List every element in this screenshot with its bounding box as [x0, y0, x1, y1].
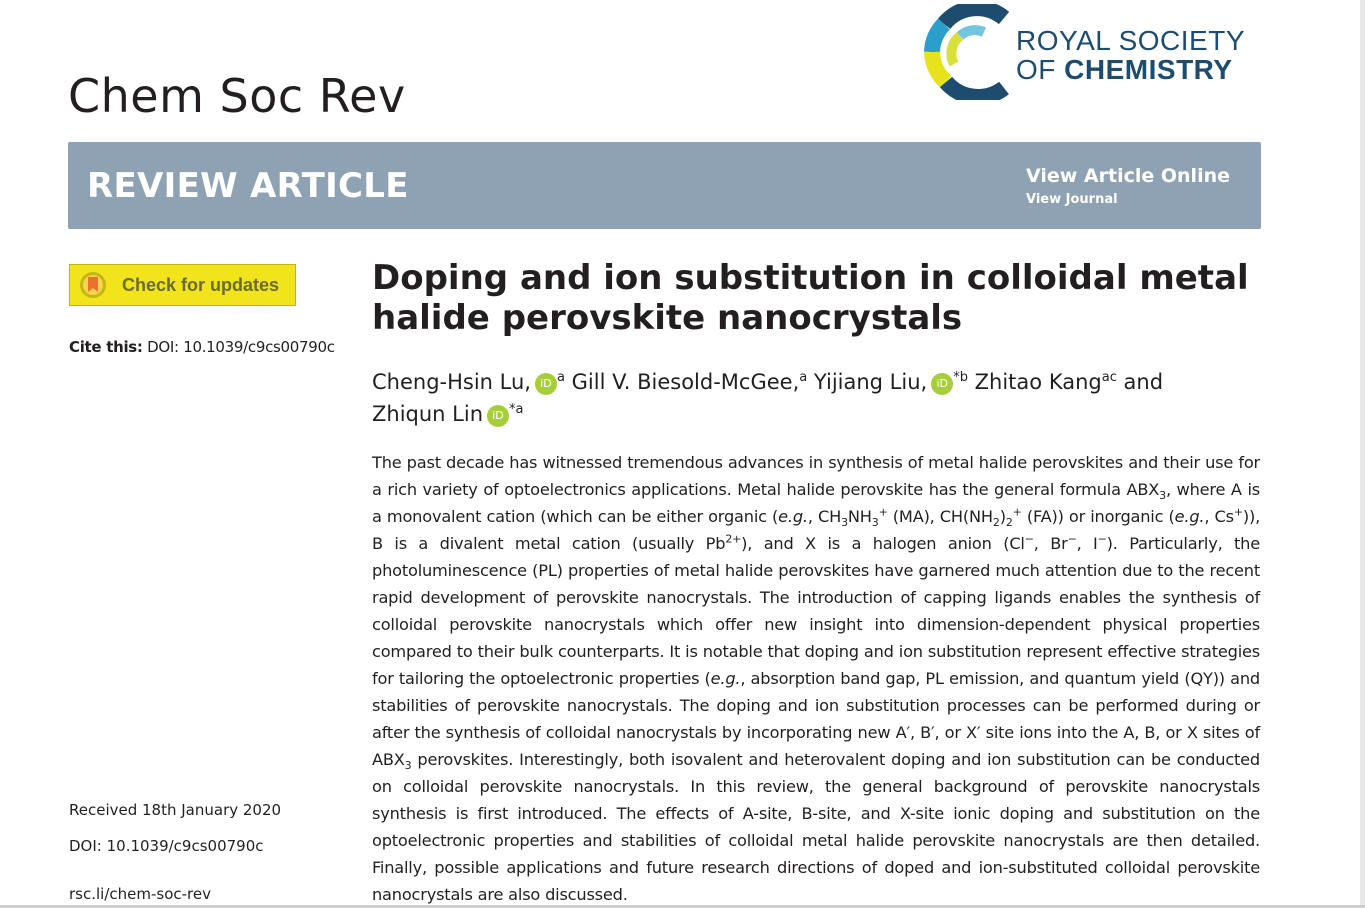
- orcid-icon[interactable]: iD: [487, 405, 509, 427]
- author-name[interactable]: Gill V. Biesold-McGee,: [571, 370, 800, 394]
- rsc-logo-of: OF: [1016, 54, 1065, 85]
- author-conjunction: and: [1123, 370, 1164, 394]
- article-type-label: REVIEW ARTICLE: [87, 166, 409, 206]
- author-affiliation: a: [799, 370, 808, 385]
- bookmark-icon: [78, 270, 108, 300]
- view-article-online-link[interactable]: View Article Online: [1026, 165, 1230, 187]
- cite-label: Cite this:: [69, 338, 143, 356]
- author-name[interactable]: Zhitao Kang: [974, 370, 1102, 394]
- author-name[interactable]: Yijiang Liu,: [813, 370, 928, 394]
- check-for-updates-button[interactable]: [69, 264, 296, 306]
- article-title: Doping and ion substitution in colloidal metal halide perovskite nanocrystals: [372, 258, 1249, 338]
- rsc-logo-text: [1016, 26, 1245, 84]
- article-type-banner: [68, 142, 1261, 229]
- author-name[interactable]: Cheng-Hsin Lu,: [372, 370, 531, 394]
- author-affiliation: ac: [1101, 370, 1117, 385]
- author-affiliation: *b: [953, 370, 968, 385]
- rsc-logo: [924, 4, 1264, 100]
- orcid-icon[interactable]: iD: [535, 373, 557, 395]
- view-journal-link[interactable]: View Journal: [1026, 192, 1118, 207]
- journal-title: Chem Soc Rev: [68, 69, 406, 123]
- cite-this: [69, 337, 335, 357]
- rsc-logo-line2: [1016, 55, 1245, 84]
- rsc-logo-line1: ROYAL SOCIETY: [1016, 25, 1245, 56]
- orcid-icon[interactable]: iD: [931, 373, 953, 395]
- doi: DOI: 10.1039/c9cs00790c: [69, 837, 264, 855]
- author-affiliation: a: [556, 370, 565, 385]
- scrollbar[interactable]: [1360, 0, 1365, 908]
- cite-value: DOI: 10.1039/c9cs00790c: [142, 338, 335, 356]
- received-date: Received 18th January 2020: [69, 801, 282, 819]
- author-name[interactable]: Zhiqun Lin: [372, 402, 483, 426]
- abstract: The past decade has witnessed tremendous advances in synthesis of metal halide perovskites and their use for a rich variety of optoelectronics applications. Metal halide perovskite has the general formula $ABX_3$, where A is a monovalent cation (which can be either organic (e.g., $CH_3NH_3^+$ (MA), $CH(NH_2)_2^+$ (FA)) or inorganic (e.g., Cs+)), B is a divalent metal cation (usually $Pb^{2+}$), and X is a halogen anion (Cl−, Br−, I−). Particularly, the photoluminescence (PL) properties of metal halide perovskites have garnered much attention due to the recent rapid development of perovskite nanocrystals. The introduction of capping ligands enables the synthesis of colloidal perovskite nanocrystals which offer new insight into dimension-dependent physical properties compared to their bulk counterparts. It is notable that doping and ion substitution represent effective strategies for tailoring the optoelectronic properties (e.g., absorption band gap, PL emission, and quantum yield (QY)) and stabilities of perovskite nanocrystals. The doping and ion substitution processes can be performed during or after the synthesis of colloidal nanocrystals by incorporating new A′, B′, or X′ site ions into the A, B, or X sites of $ABX_3$ perovskites. Interestingly, both isovalent and heterovalent doping and ion substitution can be conducted on colloidal perovskite nanocrystals. In this review, the general background of perovskite nanocrystals synthesis is first introduced. The effects of A-site, B-site, and X-site ionic doping and substitution on the optoelectronic properties and stabilities of colloidal metal halide perovskite nanocrystals are then detailed. Finally, possible applications and future research directions of doped and ion-substituted colloidal perovskite nanocrystals are also discussed.: [372, 453, 1261, 904]
- author-list: [372, 364, 1252, 428]
- author-affiliation: *a: [509, 402, 524, 417]
- check-for-updates-label: Check for updates: [122, 274, 280, 295]
- rsc-logo-chemistry: CHEMISTRY: [1064, 54, 1233, 85]
- rsc-c-logo-icon: [924, 4, 1014, 100]
- journal-short-link[interactable]: rsc.li/chem-soc-rev: [69, 885, 211, 903]
